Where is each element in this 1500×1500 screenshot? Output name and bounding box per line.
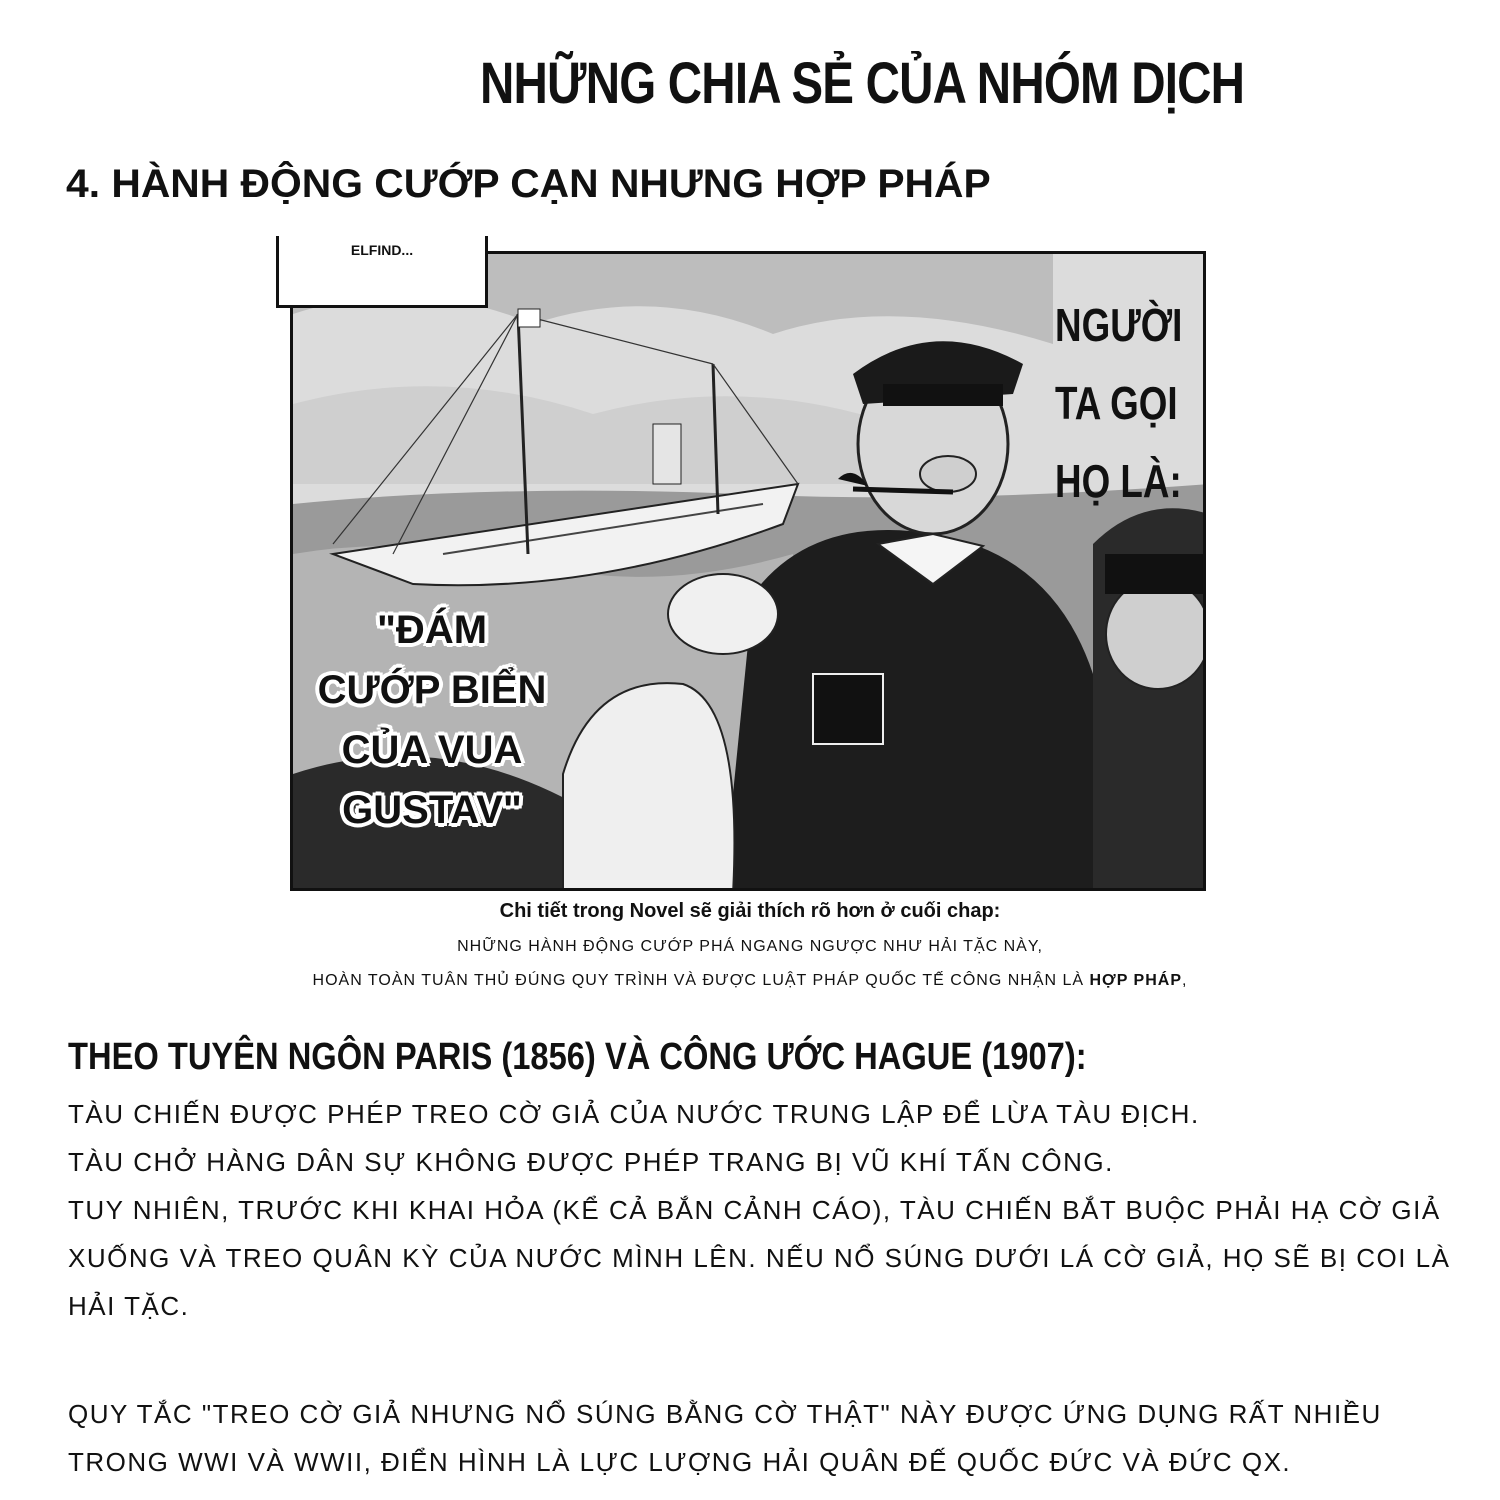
law-footer-body: [68, 1390, 1488, 1486]
speech-text-left: [292, 600, 572, 840]
page-title: NHỮNG CHIA SẺ CỦA NHÓM DỊCH: [480, 51, 1245, 116]
note-line-3-text: HOÀN TOÀN TUÂN THỦ ĐÚNG QUY TRÌNH VÀ ĐƯỢC LUẬT PHÁP QUỐC TẾ CÔNG NHẬN LÀ: [312, 972, 1090, 989]
speech-right-line: HỌ LÀ:: [1055, 455, 1182, 507]
speech-left-line: CỦA VUA: [341, 728, 523, 772]
speech-left-line: "ĐÁM: [376, 608, 488, 652]
note-line-3: [0, 972, 1500, 990]
law-paragraph: TUY NHIÊN, TRƯỚC KHI KHAI HỎA (KỂ CẢ BẮN CẢNH CÁO), TÀU CHIẾN BẮT BUỘC PHẢI HẠ CỜ GIẢ XUỐNG VÀ TREO QUÂN KỲ CỦA NƯỚC MÌNH LÊN. NẾU NỔ SÚNG DƯỚI LÁ CỜ GIẢ, HỌ SẼ BỊ COI LÀ HẢI TẶC.: [68, 1195, 1451, 1321]
caption-box: [276, 236, 488, 308]
law-heading: THEO TUYÊN NGÔN PARIS (1856) VÀ CÔNG ƯỚC HAGUE (1907):: [68, 1036, 1087, 1078]
note-line-3-suffix: ,: [1181, 972, 1188, 989]
note-line-3-bold: HỢP PHÁP: [1089, 972, 1182, 989]
law-paragraph: TÀU CHIẾN ĐƯỢC PHÉP TREO CỜ GIẢ CỦA NƯỚC TRUNG LẬP ĐỂ LỪA TÀU ĐỊCH.: [68, 1099, 1200, 1129]
speech-left-line: GUSTAV": [342, 788, 522, 832]
section-title: 4. HÀNH ĐỘNG CƯỚP CẠN NHƯNG HỢP PHÁP: [66, 162, 991, 206]
law-paragraph: TÀU CHỞ HÀNG DÂN SỰ KHÔNG ĐƯỢC PHÉP TRANG BỊ VŨ KHÍ TẤN CÔNG.: [68, 1147, 1114, 1177]
speech-right-line: NGƯỜI: [1055, 299, 1183, 351]
note-line-1: Chi tiết trong Novel sẽ giải thích rõ hơn ở cuối chap:: [499, 900, 1001, 922]
law-paragraph: QUY TẮC "TREO CỜ GIẢ NHƯNG NỔ SÚNG BẰNG CỜ THẬT" NÀY ĐƯỢC ỨNG DỤNG RẤT NHIỀU TRONG WWI VÀ WWII, ĐIỂN HÌNH LÀ LỰC LƯỢNG HẢI QUÂN ĐẾ QUỐC ĐỨC VÀ ĐỨC QX.: [68, 1399, 1382, 1477]
note-line-2: NHỮNG HÀNH ĐỘNG CƯỚP PHÁ NGANG NGƯỢC NHƯ HẢI TẶC NÀY,: [457, 938, 1043, 955]
caption-text: ELFIND...: [350, 242, 414, 258]
speech-right-line: TA GỌI: [1055, 377, 1178, 429]
speech-left-line: CƯỚP BIỂN: [317, 668, 547, 712]
speech-text-right: [1055, 286, 1183, 520]
law-body: [68, 1090, 1488, 1330]
